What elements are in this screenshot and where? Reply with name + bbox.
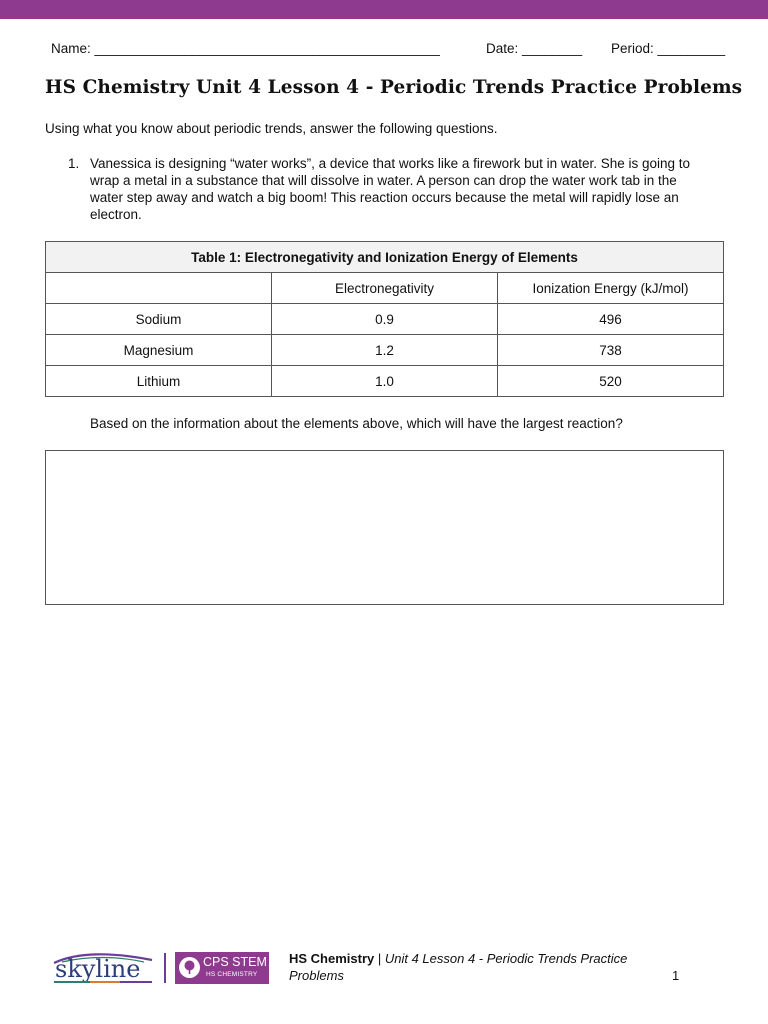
page-number: 1 xyxy=(672,968,680,983)
element-name-cell: Lithium xyxy=(46,366,272,397)
footer-lesson: Unit 4 Lesson 4 - Periodic Trends Practice Problems xyxy=(289,951,628,983)
period-label: Period: xyxy=(611,41,654,56)
footer-course: HS Chemistry xyxy=(289,951,375,966)
date-field xyxy=(486,41,582,56)
elements-table xyxy=(45,241,724,397)
page-footer xyxy=(0,940,768,1000)
ionization-energy-cell: 496 xyxy=(498,304,724,335)
question-number: 1. xyxy=(68,156,80,171)
table-row xyxy=(46,335,724,366)
ionization-energy-cell: 738 xyxy=(498,335,724,366)
table-caption: Table 1: Electronegativity and Ionization Energy of Elements xyxy=(46,242,724,273)
period-blank: _________ xyxy=(657,41,726,56)
name-label: Name: xyxy=(51,41,91,56)
table-row xyxy=(46,304,724,335)
footer-separator: | xyxy=(374,951,385,966)
top-brand-bar xyxy=(0,0,768,19)
ionization-energy-cell: 520 xyxy=(498,366,724,397)
table-header-cell xyxy=(46,273,272,304)
electronegativity-cell: 0.9 xyxy=(272,304,498,335)
period-field xyxy=(611,41,725,56)
element-name-cell: Sodium xyxy=(46,304,272,335)
table-row xyxy=(46,366,724,397)
table-header-cell: Ionization Energy (kJ/mol) xyxy=(498,273,724,304)
page-title: HS Chemistry Unit 4 Lesson 4 - Periodic Trends Practice Problems xyxy=(45,77,743,98)
table-header-cell: Electronegativity xyxy=(272,273,498,304)
name-field xyxy=(51,41,440,56)
answer-box[interactable] xyxy=(45,450,724,605)
skyline-logo xyxy=(52,950,156,986)
date-label: Date: xyxy=(486,41,519,56)
question-text: Vanessica is designing “water works”, a device that works like a firework but in water. She is going to wrap a metal in a substance that will dissolve in water. A person can drop the water work tab in the water step away and watch a big boom! This reaction occurs because the metal will rapidly lose an electron. xyxy=(90,156,691,222)
name-blank: ______________________________________________ xyxy=(94,41,440,56)
badge-subtitle: HS CHEMISTRY xyxy=(206,971,258,978)
logo-wordmark: skyline xyxy=(55,955,141,983)
electronegativity-cell: 1.0 xyxy=(272,366,498,397)
footer-course-text xyxy=(289,950,649,984)
badge-title: CPS STEM xyxy=(203,955,267,969)
date-blank: ________ xyxy=(522,41,583,56)
instructions: Using what you know about periodic trends, answer the following questions. xyxy=(45,121,498,136)
followup-question: Based on the information about the elements above, which will have the largest reaction? xyxy=(90,416,623,431)
element-name-cell: Magnesium xyxy=(46,335,272,366)
cps-stem-badge xyxy=(175,952,269,984)
electronegativity-cell: 1.2 xyxy=(272,335,498,366)
table-header-row xyxy=(46,273,724,304)
footer-divider xyxy=(164,953,166,983)
tree-icon xyxy=(179,957,200,978)
